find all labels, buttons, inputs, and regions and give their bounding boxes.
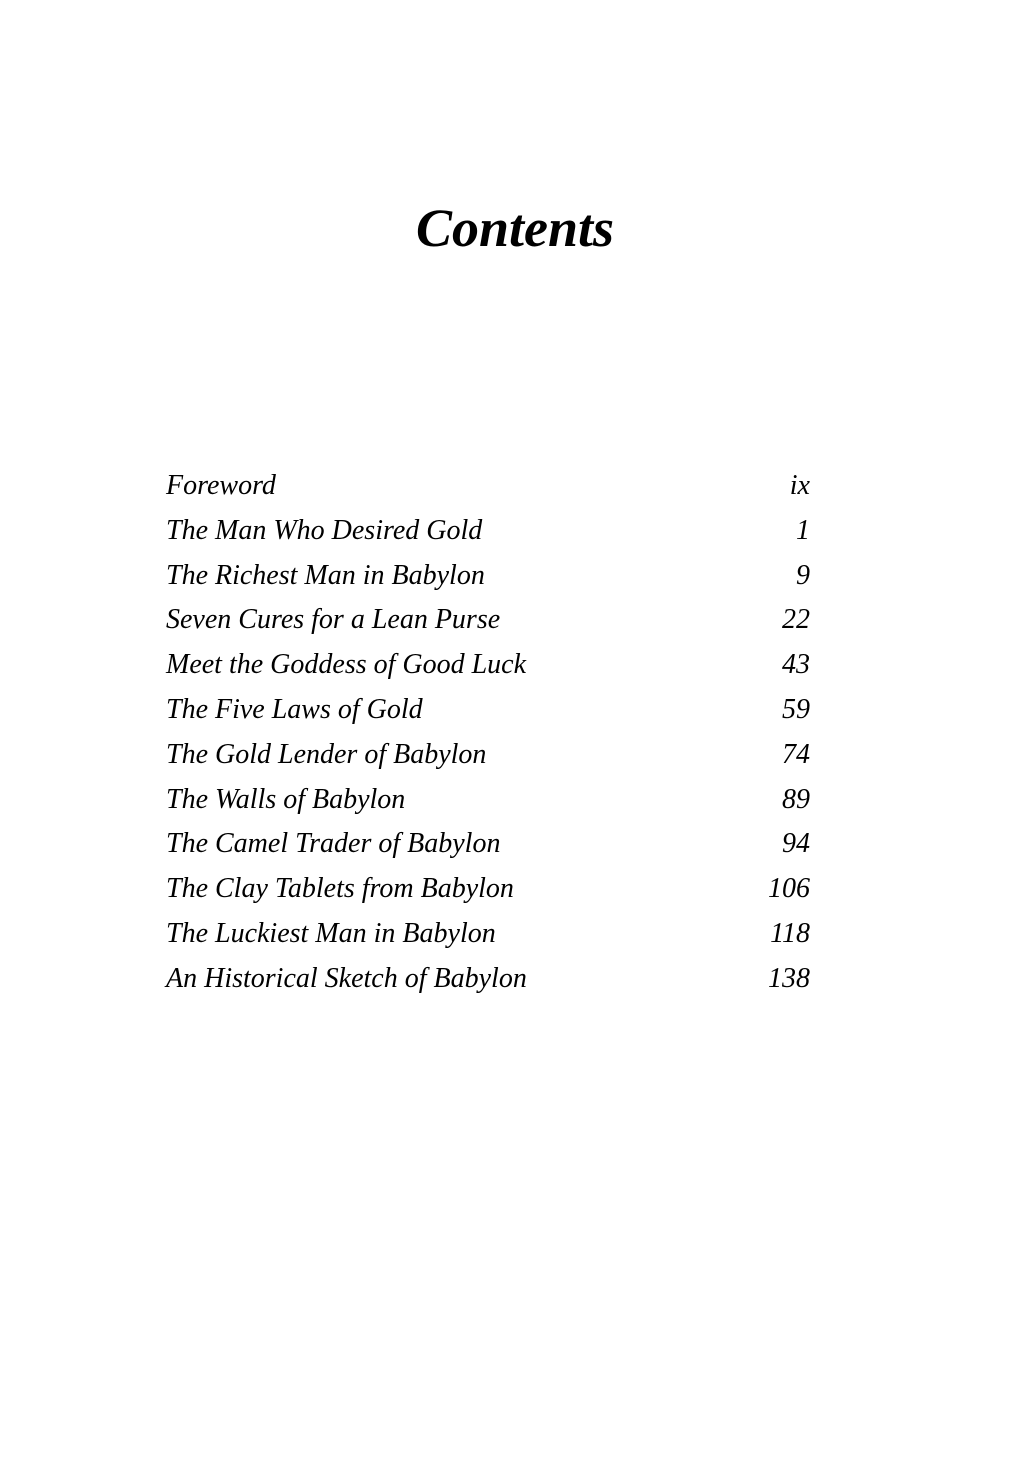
- toc-entry[interactable]: [166, 464, 810, 509]
- toc-entry-title: Meet the Goddess of Good Luck: [166, 649, 527, 681]
- toc-entry-title: The Clay Tablets from Babylon: [166, 873, 514, 905]
- toc-entry-page: 138: [768, 962, 810, 994]
- toc-entry-title: The Walls of Babylon: [166, 783, 406, 815]
- toc-entry-page: 59: [782, 693, 810, 725]
- toc-entry-title: The Five Laws of Gold: [166, 693, 423, 725]
- toc-entry[interactable]: [166, 509, 810, 554]
- toc-entry-title: The Camel Trader of Babylon: [166, 828, 501, 860]
- toc-entry-page: 118: [770, 917, 810, 949]
- toc-entry[interactable]: [166, 598, 810, 643]
- toc-entry[interactable]: [166, 867, 810, 912]
- toc-entry-title: The Man Who Desired Gold: [166, 514, 483, 546]
- toc-entry-title: An Historical Sketch of Babylon: [166, 962, 527, 994]
- toc-entry-page: 1: [796, 514, 810, 546]
- toc-entry-title: The Gold Lender of Babylon: [166, 738, 487, 770]
- toc-entry-page: 89: [782, 783, 810, 815]
- toc-entry[interactable]: [166, 778, 810, 823]
- toc-entry-page: ix: [789, 470, 810, 501]
- toc-entry-page: 43: [782, 649, 810, 681]
- toc-entry-page: 94: [782, 828, 810, 860]
- toc-entry-title: Seven Cures for a Lean Purse: [166, 604, 501, 636]
- toc-entry[interactable]: [166, 957, 810, 1002]
- toc-entry[interactable]: [166, 554, 810, 599]
- toc-entry[interactable]: [166, 912, 810, 957]
- toc-entry-page: 9: [796, 559, 810, 591]
- toc-entry-page: 22: [782, 604, 810, 636]
- toc-entry-title: The Luckiest Man in Babylon: [166, 917, 496, 949]
- toc-entry[interactable]: [166, 643, 810, 688]
- page-title: Contents: [415, 198, 615, 258]
- toc-entry-title: The Richest Man in Babylon: [166, 559, 485, 591]
- toc-entry-page: 74: [782, 738, 810, 770]
- toc-entry-page: 106: [768, 873, 810, 905]
- toc-entry-title: Foreword: [166, 470, 276, 501]
- table-of-contents: [166, 464, 810, 1002]
- toc-entry[interactable]: [166, 688, 810, 733]
- toc-entry[interactable]: [166, 822, 810, 867]
- toc-entry[interactable]: [166, 733, 810, 778]
